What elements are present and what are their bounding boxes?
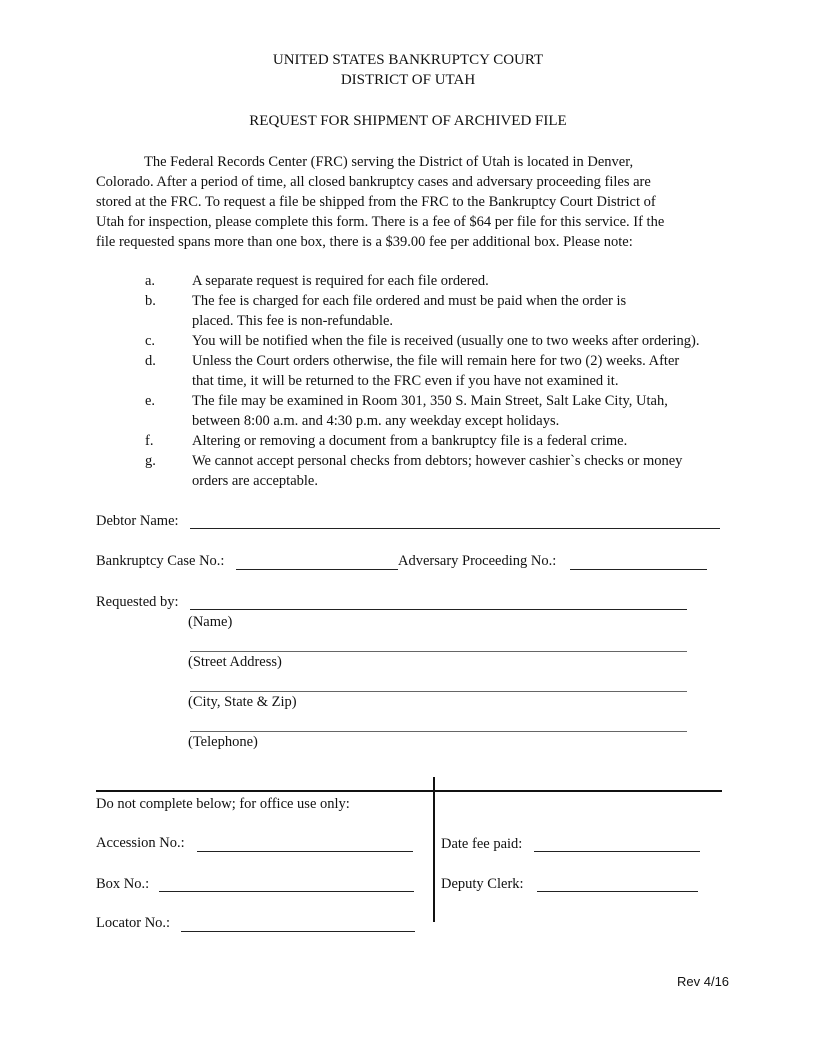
date-fee-paid-label: Date fee paid: [441,836,523,852]
note-letter: f. [145,433,154,449]
locator-no-label: Locator No.: [96,915,171,931]
telephone-underline [190,731,687,732]
telephone-caption: (Telephone) [188,734,258,750]
note-text: placed. This fee is non-refundable. [192,313,394,329]
telephone-input[interactable] [192,714,685,730]
note-letter: g. [145,453,156,469]
note-text: orders are acceptable. [192,473,318,489]
date-fee-paid-input[interactable] [536,834,698,850]
court-name: UNITED STATES BANKRUPTCY COURT [272,52,544,68]
district-name: DISTRICT OF UTAH [340,72,476,88]
intro-paragraph [96,152,726,252]
adversary-no-label: Adversary Proceeding No.: [398,553,557,569]
intro-line: Utah for inspection, please complete this form. There is a fee of $64 per file for this service. If the [96,214,665,230]
debtor-name-underline [190,528,720,529]
note-text: Unless the Court orders otherwise, the file will remain here for two (2) weeks. After [192,353,680,369]
office-use-note: Do not complete below; for office use only: [96,796,350,812]
case-no-label: Bankruptcy Case No.: [96,553,225,569]
requester-name-underline [190,609,687,610]
case-no-underline [236,569,398,570]
case-no-input[interactable] [238,552,396,568]
intro-line: The Federal Records Center (FRC) serving the District of Utah is located in Denver, [144,154,634,170]
note-text: We cannot accept personal checks from debtors; however cashier`s checks or money [192,453,683,469]
box-no-label: Box No.: [96,876,150,892]
office-column-divider [433,777,435,922]
street-address-caption: (Street Address) [188,654,282,670]
note-text: that time, it will be returned to the FRC even if you have not examined it. [192,373,619,389]
note-letter: b. [145,293,156,309]
note-letter: d. [145,353,156,369]
city-state-zip-caption: (City, State & Zip) [188,694,297,710]
accession-no-underline [197,851,413,852]
accession-no-input[interactable] [199,834,411,850]
debtor-name-label: Debtor Name: [96,513,179,529]
box-no-underline [159,891,414,892]
revision-label: Rev 4/16 [677,974,730,989]
deputy-clerk-label: Deputy Clerk: [441,876,524,892]
debtor-name-input[interactable] [192,511,718,527]
note-text: The file may be examined in Room 301, 350 S. Main Street, Salt Lake City, Utah, [192,393,668,409]
note-letter: c. [145,333,156,349]
accession-no-label: Accession No.: [96,835,185,851]
city-state-zip-underline [190,691,687,692]
locator-no-underline [181,931,415,932]
date-fee-paid-underline [534,851,700,852]
adversary-no-input[interactable] [572,552,705,568]
name-caption: (Name) [188,614,233,630]
note-text: The fee is charged for each file ordered and must be paid when the order is [192,293,627,309]
street-address-underline [190,651,687,652]
intro-line: Colorado. After a period of time, all closed bankruptcy cases and adversary proceeding files are [96,174,651,190]
note-letter: e. [145,393,156,409]
note-text: Altering or removing a document from a bankruptcy file is a federal crime. [192,433,628,449]
intro-line: file requested spans more than one box, there is a $39.00 fee per additional box. Please note: [96,234,633,250]
note-letter: a. [145,273,156,289]
deputy-clerk-underline [537,891,698,892]
note-text: You will be notified when the file is received (usually one to two weeks after ordering). [192,333,700,349]
form-title: REQUEST FOR SHIPMENT OF ARCHIVED FILE [249,113,567,129]
box-no-input[interactable] [161,874,412,890]
note-text: A separate request is required for each file ordered. [192,273,489,289]
intro-line: stored at the FRC. To request a file be shipped from the FRC to the Bankruptcy Court District of [96,194,656,210]
note-text: between 8:00 a.m. and 4:30 p.m. any weekday except holidays. [192,413,560,429]
office-section-divider [96,790,722,792]
street-address-input[interactable] [192,634,685,650]
requester-name-input[interactable] [192,592,685,608]
locator-no-input[interactable] [183,914,413,930]
requested-by-label: Requested by: [96,594,179,610]
city-state-zip-input[interactable] [192,674,685,690]
deputy-clerk-input[interactable] [539,874,696,890]
adversary-no-underline [570,569,707,570]
